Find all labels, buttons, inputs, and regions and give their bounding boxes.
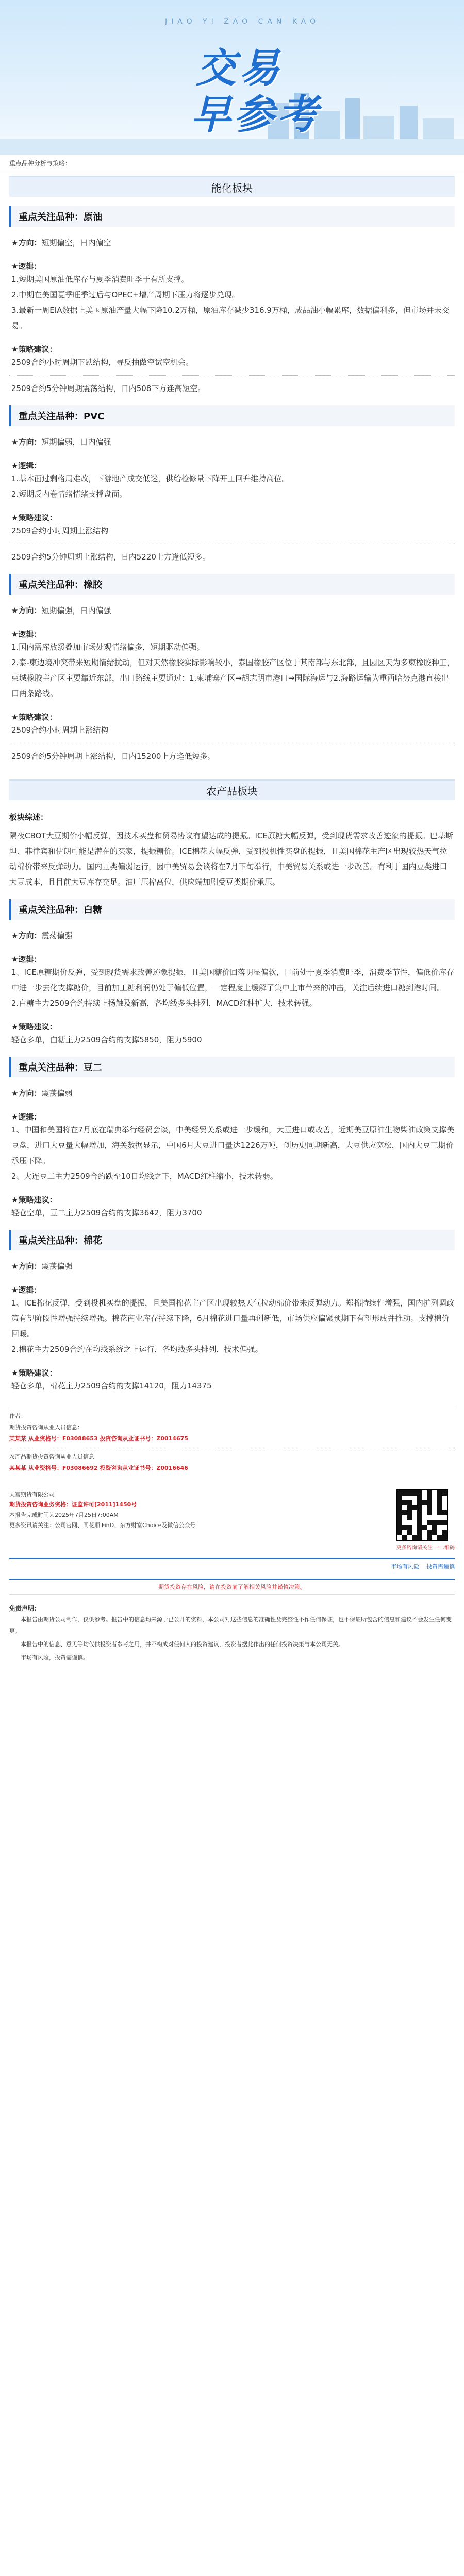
logic-line: 2.泰-柬边境冲突带来短期情绪扰动，但对天然橡胶实际影响较小，泰国橡胶产区位于其南部与东北部，且园区天为多柬橡胶种工，柬城橡胶主产区主要靠近东部，出口路线主要通过：1.柬埔寨产区→胡志明市港口→国际海运与2.海路运输为重西哈努克港直接出口两条路线。 bbox=[11, 658, 455, 698]
direction-row: ★方向：震荡偏强 bbox=[11, 931, 73, 940]
strategy-line: 2509合约小时周期上涨结构 bbox=[11, 526, 109, 535]
direction-row: ★方向：短期偏空，日内偏空 bbox=[11, 238, 111, 247]
strategy-label: ★策略建议： bbox=[11, 713, 57, 722]
risk-text-1: 市场有风险 bbox=[391, 1563, 419, 1570]
logic-line: 2.短期反内卷情绪情绪支撑盘面。 bbox=[11, 489, 127, 499]
strategy-line: 轻仓空单，豆二主力2509合约的支撑3642，阻力3700 bbox=[11, 1208, 202, 1217]
strategy-label: ★策略建议： bbox=[11, 345, 57, 354]
disclaimer-para: 本报告由期货公司制作，仅供参考。报告中的信息均来源于已公开的资料，本公司对这些信息的准确性及完整性不作任何保证，也不保证所包含的信息和建议不会发生任何变更。 bbox=[9, 1616, 452, 1634]
logic-label: ★逻辑： bbox=[11, 630, 42, 639]
report-time: 本报告完成时间为2025年7月25日7:00AM bbox=[9, 1512, 119, 1518]
analyst-info-1: 某某某 从业资格号：F03088653 投资咨询从业证书号：Z0014675 bbox=[9, 1435, 188, 1442]
energy-items bbox=[9, 206, 455, 764]
logic-line: 2.中期在美国夏季旺季过后与OPEC+增产周期下压力将逐步兑现。 bbox=[11, 290, 240, 299]
agri-summary bbox=[9, 809, 455, 890]
strategy-label: ★策略建议： bbox=[11, 1022, 57, 1031]
analyst-label-2: 农产品期货投资咨询从业人员信息 bbox=[9, 1453, 94, 1460]
strategy-line: 2509合约小时周期下跌结构，寻反抽做空试空机会。 bbox=[11, 358, 194, 367]
logic-line: 3.最新一周EIA数据上美国原油产量大幅下降10.2万桶，原油库存减少316.9万桶，成品油小幅累库，数据偏利多，但市场并未交易。 bbox=[11, 306, 450, 330]
org-block bbox=[9, 1489, 455, 1559]
analyst-info-2: 某某某 从业资格号：F03086692 投资咨询从业证书号：Z0016646 bbox=[9, 1465, 188, 1471]
focus-title: 重点关注品种：棉花 bbox=[9, 1230, 455, 1250]
strategy-label: ★策略建议： bbox=[11, 513, 57, 522]
item-rubber bbox=[9, 574, 455, 764]
item-pvc bbox=[9, 405, 455, 565]
item-sugar bbox=[9, 899, 455, 1047]
focus-title: 重点关注品种：橡胶 bbox=[9, 574, 455, 595]
hero-title-1: 交易 bbox=[196, 45, 283, 92]
logic-label: ★逻辑： bbox=[11, 1285, 42, 1295]
risk-strip bbox=[0, 1559, 464, 1573]
author-footer bbox=[9, 1406, 455, 1474]
direction-row: ★方向：震荡偏强 bbox=[11, 1262, 73, 1271]
strategy-line: 2509合约5分钟周期上涨结构，日内15200上方逢低短多。 bbox=[11, 752, 216, 761]
agri-items bbox=[9, 899, 455, 1394]
strategy-label: ★策略建议： bbox=[11, 1368, 57, 1378]
direction-row: ★方向：震荡偏弱 bbox=[11, 1089, 73, 1098]
author-heading: 作者： bbox=[9, 1413, 26, 1419]
logic-line: 2.棉花主力2509合约在均线系统之上运行，各均线多头排列，技术偏强。 bbox=[11, 1345, 263, 1354]
strategy-line: 2509合约小时周期上涨结构 bbox=[11, 725, 109, 735]
logic-line: 1.国内需库放缓叠加市场处观情绪偏多，短期驱动偏强。 bbox=[11, 642, 205, 652]
disclaimer-para: 本报告中的信息、意见等均仅供投资者参考之用，并不构成对任何人的投资建议，投资者据此作出的任何投资决策与本公司无关。 bbox=[21, 1641, 344, 1648]
qr-block bbox=[396, 1489, 455, 1551]
section-energy-header: 能化板块 bbox=[9, 176, 455, 197]
follow-info: 更多资讯请关注：公司官网、同花顺iFinD、东方财富Choice及微信公众号 bbox=[9, 1522, 196, 1529]
disclaimer-title: 免责声明： bbox=[9, 1605, 41, 1612]
logic-label: ★逻辑： bbox=[11, 955, 42, 964]
summary-title: 板块综述： bbox=[9, 812, 48, 822]
summary-text: 隔夜CBOT大豆期价小幅反弹，因技术买盘和贸易协议有望达成的提振。ICE原糖大幅反弹，受到现货需求改善迹象的提振。巴基斯坦、菲律宾和伊朗可能是潜在的买家，提振糖价。ICE棉花大幅反弹，受到投机性买盘的提振，且美国棉花主产区出现较热天气拉动棉价带来反弹动力。国内豆类偏弱运行，因中美贸易会谈将在7月下旬举行，中美贸易关系或进一步改善。有利于国内豆类进口大豆成本，且目前大豆库存充足。油厂压榨高位，供应端加剧受豆类期价承压。 bbox=[9, 831, 453, 887]
logic-line: 1、ICE原糖期价反弹，受到现货需求改善迹象提振，且美国糖价回落明显偏软，目前处于夏季消费旺季，消费季节性，偏低价库存中进一步去化支撑糖价，目前加工糖利润仍处于偏低位置，一定程度上缓解了集中上市带来的冲击，关注后续进口糖到港时间。 bbox=[11, 968, 454, 992]
logic-line: 1.短期美国原油低库存与夏季消费旺季于有所支撑。 bbox=[11, 275, 189, 284]
org-license: 期货投资咨询业务资格：证监许可[2011]1450号 bbox=[9, 1501, 137, 1508]
logic-line: 1、ICE棉花反弹，受到投机买盘的提振，且美国棉花主产区出现较热天气拉动棉价带来反弹动力。郑棉持续性增强，国内扩列调政策有望阶段性增强持续增强。棉花商业库存持续下降，6月棉花进口量再创新低，市场供应偏紧预期下有望形成并推动。支撑棉价回暖。 bbox=[11, 1298, 454, 1338]
qr-code-icon bbox=[396, 1489, 448, 1541]
section-agri-header: 农产品板块 bbox=[9, 779, 455, 800]
focus-title: 重点关注品种：豆二 bbox=[9, 1057, 455, 1077]
risk-text-2: 投资需谨慎 bbox=[426, 1563, 455, 1570]
item-crude-oil bbox=[9, 206, 455, 396]
direction-row: ★方向：短期偏弱，日内偏强 bbox=[11, 437, 111, 447]
logic-line: 1.基本面过剩格局难改，下游地产成交低迷，供给检修量下降开工回升维持高位。 bbox=[11, 474, 290, 483]
analyst-label-1: 期货投资咨询从业人员信息： bbox=[9, 1424, 83, 1431]
disclaimer-para: 市场有风险，投资需谨慎。 bbox=[21, 1654, 89, 1661]
disclaimer bbox=[9, 1603, 455, 1664]
logic-label: ★逻辑： bbox=[11, 1112, 42, 1122]
focus-title: 重点关注品种：PVC bbox=[9, 405, 455, 426]
focus-title: 重点关注品种：原油 bbox=[9, 206, 455, 227]
strategy-line: 轻仓多单，棉花主力2509合约的支撑14120，阻力14375 bbox=[11, 1381, 212, 1391]
item-cotton bbox=[9, 1230, 455, 1394]
strategy-line: 轻仓多单，白糖主力2509合约的支撑5850，阻力5900 bbox=[11, 1035, 202, 1044]
strategy-line: 2509合约5分钟周期上涨结构，日内5220上方逢低短多。 bbox=[11, 552, 210, 562]
logic-line: 2、大连豆二主力2509合约跌至10日均线之下，MACD红柱缩小，技术转弱。 bbox=[11, 1172, 278, 1181]
logic-label: ★逻辑： bbox=[11, 262, 42, 271]
org-name: 天富期货有限公司 bbox=[9, 1491, 55, 1498]
notice-strip: 期货投资存在风险，请在投资前了解相关风险并谨慎决策。 bbox=[9, 1579, 455, 1595]
breadcrumb: 重点品种分析与策略： bbox=[0, 155, 464, 172]
hero-banner bbox=[0, 0, 464, 155]
hero-pinyin: JIAO YI ZAO CAN KAO bbox=[165, 18, 320, 26]
strategy-label: ★策略建议： bbox=[11, 1195, 57, 1205]
hero-title-2: 早参考 bbox=[191, 92, 321, 138]
logic-label: ★逻辑： bbox=[11, 461, 42, 470]
focus-title: 重点关注品种：白糖 bbox=[9, 899, 455, 920]
org-info bbox=[9, 1489, 195, 1551]
logic-line: 1、中国和美国将在7月底在瑞典举行经贸会谈，中美经贸关系或进一步缓和，大豆进口或改善，近期美豆原油生物柴油政策支撑美豆盘，进口大豆量大幅增加，海关数据显示，中国6月大豆进口量达1226万吨，创历史同期新高，大豆供应宽松，国内大豆三期价承压下降。 bbox=[11, 1125, 455, 1165]
direction-row: ★方向：短期偏强，日内偏强 bbox=[11, 606, 111, 615]
logic-line: 2.白糖主力2509合约持续上扬触及新高，各均线多头排列，MACD红柱扩大，技术转强。 bbox=[11, 998, 317, 1008]
qr-caption: 更多咨询请关注 一二维码 bbox=[396, 1545, 455, 1551]
strategy-line: 2509合约5分钟周期震荡结构，日内508下方逢高短空。 bbox=[11, 384, 206, 393]
item-soybean-2 bbox=[9, 1057, 455, 1221]
